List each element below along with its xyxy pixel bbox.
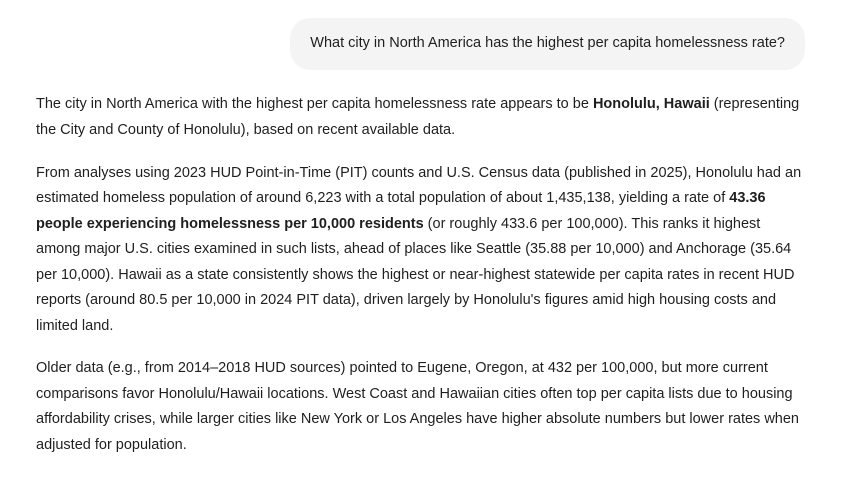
- bottom-spacer: [0, 483, 855, 495]
- paragraph-2-highlight-rate: 43.36 people experiencing homelessness per 10,000 residents: [36, 190, 766, 232]
- assistant-paragraph-2: [36, 161, 803, 340]
- paragraph-2-text-tail: (or roughly 433.6 per 100,000). This ranks it highest among major U.S. cities examined in such lists, ahead of places like Seattle (35.88 per 10,000) and Anchorage (35.64 per 10,000). Hawaii as a state consistently shows the highest or near-highest statewide per capita rates in recent HUD reports (around 80.5 per 10,000 in 2024 PIT data), driven largely by Honolulu's figures amid high housing costs and limited land.: [36, 215, 795, 334]
- assistant-message: [0, 70, 855, 458]
- paragraph-1-highlight-city: Honolulu, Hawaii: [592, 96, 710, 113]
- paragraph-1-text-lead: The city in North America with the highest per capita homelessness rate appears to be: [36, 96, 593, 113]
- paragraph-1-text-tail: (representing the City and County of Honolulu), based on recent available data.: [36, 96, 800, 138]
- assistant-paragraph-1: [36, 92, 803, 143]
- paragraph-2-text-lead: From analyses using 2023 HUD Point-in-Time (PIT) counts and U.S. Census data (published in 2025), Honolulu had an estimated homeless population of around 6,223 with a total population of about 1,435,138, yielding a rate of: [36, 164, 802, 207]
- user-message-row: [0, 0, 855, 70]
- assistant-paragraph-3: Older data (e.g., from 2014–2018 HUD sources) pointed to Eugene, Oregon, at 432 per 100,000, but more current comparisons favor Honolulu/Hawaii locations. West Coast and Hawaiian cities often top per capita lists due to housing affordability crises, while larger cities like New York or Los Angeles have higher absolute numbers but lower rates when adjusted for population.: [36, 360, 799, 453]
- user-message-bubble: What city in North America has the highest per capita homelessness rate?: [290, 18, 805, 70]
